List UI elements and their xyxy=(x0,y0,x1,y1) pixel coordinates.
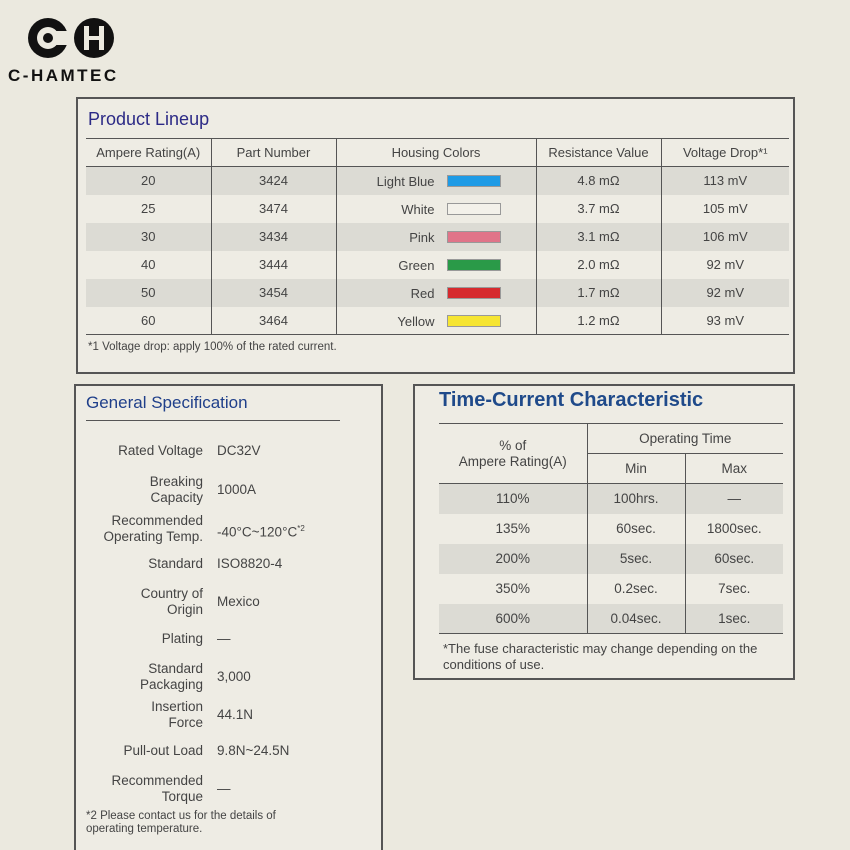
ampere-cell: 50 xyxy=(86,279,211,307)
color-name: Red xyxy=(410,285,435,301)
min-time-cell: 0.2sec. xyxy=(587,574,685,604)
characteristic-footnote: *The fuse characteristic may change depending on the conditions of use. xyxy=(443,641,758,672)
spec-value xyxy=(217,669,251,685)
spec-value-text: -40°C~120°C xyxy=(217,524,298,540)
spec-label-line: Operating Temp. xyxy=(103,529,203,544)
table-row xyxy=(86,223,789,251)
title-divider xyxy=(86,420,340,421)
voltage-drop-cell: 106 mV xyxy=(661,223,789,251)
min-time-cell: 100hrs. xyxy=(587,484,685,514)
part-number-cell: 3424 xyxy=(211,167,336,195)
col-max: Max xyxy=(685,454,783,484)
voltage-drop-cell: 113 mV xyxy=(661,167,789,195)
ampere-cell: 60 xyxy=(86,307,211,335)
spec-value xyxy=(217,556,282,572)
voltage-drop-cell: 92 mV xyxy=(661,251,789,279)
voltage-drop-cell: 92 mV xyxy=(661,279,789,307)
spec-label-line: Standard xyxy=(148,661,203,676)
housing-color-cell xyxy=(336,167,536,195)
housing-color-cell xyxy=(336,251,536,279)
resistance-cell: 3.7 mΩ xyxy=(536,195,661,223)
percent-cell: 110% xyxy=(439,484,587,514)
spec-label xyxy=(148,556,203,572)
color-name: Light Blue xyxy=(376,174,435,189)
spec-value-text: Mexico xyxy=(217,594,260,609)
col-part-number: Part Number xyxy=(211,139,336,167)
resistance-cell: 3.1 mΩ xyxy=(536,223,661,251)
spec-label-line: Insertion xyxy=(151,699,203,714)
table-row xyxy=(439,484,783,514)
part-number-cell: 3434 xyxy=(211,223,336,251)
col-percent-rating: % of Ampere Rating(A) xyxy=(439,424,587,484)
general-spec-panel xyxy=(74,384,383,850)
min-time-cell: 5sec. xyxy=(587,544,685,574)
ampere-cell: 30 xyxy=(86,223,211,251)
table-row xyxy=(439,514,783,544)
spec-value xyxy=(217,631,231,647)
table-row xyxy=(439,574,783,604)
housing-color-cell xyxy=(336,195,536,223)
resistance-cell: 1.2 mΩ xyxy=(536,307,661,335)
color-swatch xyxy=(447,287,501,299)
spec-label-line: Plating xyxy=(161,631,203,646)
table-row xyxy=(86,195,789,223)
temperature-footnote: *2 Please contact us for the details of operating temperature. xyxy=(86,810,276,835)
time-current-panel xyxy=(413,384,795,680)
col-operating-time: Operating Time xyxy=(587,424,783,454)
product-lineup-table xyxy=(86,138,789,335)
percent-cell: 600% xyxy=(439,604,587,634)
min-time-cell: 0.04sec. xyxy=(587,604,685,634)
spec-label xyxy=(150,474,203,506)
spec-label-line: Packaging xyxy=(139,677,203,692)
spec-label-line: Rated Voltage xyxy=(118,443,203,458)
col-ampere-rating: Ampere Rating(A) xyxy=(86,139,211,167)
color-name: White xyxy=(401,201,435,217)
time-current-table xyxy=(439,423,783,634)
spec-value xyxy=(217,707,253,723)
spec-label xyxy=(162,631,203,647)
part-number-cell: 3454 xyxy=(211,279,336,307)
voltage-drop-cell: 93 mV xyxy=(661,307,789,335)
spec-label-line: Origin xyxy=(166,602,203,617)
voltage-drop-cell: 105 mV xyxy=(661,195,789,223)
spec-label xyxy=(118,443,203,459)
part-number-cell: 3464 xyxy=(211,307,336,335)
part-number-cell: 3444 xyxy=(211,251,336,279)
housing-color-cell xyxy=(336,307,536,335)
product-lineup-panel xyxy=(76,97,795,374)
spec-value xyxy=(217,443,261,459)
col-voltage-drop: Voltage Drop*¹ xyxy=(661,139,789,167)
ampere-cell: 25 xyxy=(141,201,156,216)
spec-value-text: — xyxy=(217,781,231,796)
spec-label xyxy=(103,513,203,545)
col-resistance-value: Resistance Value xyxy=(536,139,661,167)
spec-value xyxy=(217,594,260,610)
color-name: Yellow xyxy=(397,313,435,329)
spec-label-line: Pull-out Load xyxy=(123,743,203,758)
percent-cell: 200% xyxy=(439,544,587,574)
brand-name: C-HAMTEC xyxy=(8,66,119,85)
spec-value-text: 9.8N~24.5N xyxy=(217,743,290,758)
max-time-cell: 1800sec. xyxy=(685,514,783,544)
housing-color-cell xyxy=(336,279,536,307)
spec-value xyxy=(217,781,231,797)
spec-label xyxy=(151,699,203,731)
table-row xyxy=(86,307,789,335)
spec-label-line: Torque xyxy=(161,789,203,804)
resistance-cell: 4.8 mΩ xyxy=(536,167,661,195)
spec-label-line: Breaking xyxy=(149,474,203,489)
spec-label-line: Country of xyxy=(140,586,203,601)
spec-label xyxy=(140,661,203,693)
spec-value-text: 1000A xyxy=(217,482,257,497)
spec-label-line: Force xyxy=(168,715,203,730)
percent-cell: 350% xyxy=(495,581,531,596)
color-name: Pink xyxy=(409,229,435,245)
color-swatch xyxy=(447,175,501,187)
color-name: Green xyxy=(398,257,435,273)
ampere-cell: 20 xyxy=(86,167,211,195)
brand-logo xyxy=(8,14,148,84)
table-row xyxy=(86,251,789,279)
resistance-cell: 2.0 mΩ xyxy=(536,251,661,279)
spec-label xyxy=(111,773,203,805)
spec-label-line: Recommended xyxy=(111,513,203,528)
spec-value xyxy=(217,482,256,498)
spec-label-line: Capacity xyxy=(150,490,203,505)
color-swatch xyxy=(447,259,501,271)
ch-logo-icon xyxy=(26,14,126,64)
color-swatch xyxy=(447,315,501,327)
general-spec-title: General Specification xyxy=(86,393,248,412)
spec-value-text: — xyxy=(217,631,231,646)
table-row xyxy=(439,544,783,574)
time-current-title: Time-Current Characteristic xyxy=(439,389,704,411)
color-swatch xyxy=(447,231,501,243)
col-housing-colors: Housing Colors xyxy=(336,139,536,167)
spec-label xyxy=(123,743,203,759)
spec-value-text: ISO8820-4 xyxy=(217,556,283,571)
ampere-cell: 40 xyxy=(141,257,156,272)
spec-label-line: Standard xyxy=(148,556,203,571)
product-lineup-title: Product Lineup xyxy=(88,109,210,129)
resistance-cell: 1.7 mΩ xyxy=(536,279,661,307)
spec-label-line: Recommended xyxy=(111,773,203,788)
max-time-cell: — xyxy=(685,484,783,514)
min-time-cell: 60sec. xyxy=(587,514,685,544)
table-row xyxy=(86,167,789,195)
spec-value xyxy=(217,743,289,759)
spec-value-text: 44.1N xyxy=(217,707,254,722)
housing-color-cell xyxy=(336,223,536,251)
col-min: Min xyxy=(587,454,685,484)
table-row xyxy=(86,279,789,307)
max-time-cell: 1sec. xyxy=(685,604,783,634)
color-swatch xyxy=(447,203,501,215)
spec-value xyxy=(217,521,305,541)
spec-label xyxy=(141,586,203,618)
table-row xyxy=(439,604,783,634)
max-time-cell: 60sec. xyxy=(685,544,783,574)
percent-cell: 135% xyxy=(495,521,531,536)
max-time-cell: 7sec. xyxy=(685,574,783,604)
voltage-drop-footnote: *1 Voltage drop: apply 100% of the rated current. xyxy=(88,341,337,353)
part-number-cell: 3474 xyxy=(211,195,336,223)
spec-value-text: DC32V xyxy=(217,443,261,458)
footnote-marker: *2 xyxy=(297,524,305,533)
spec-value-text: 3,000 xyxy=(217,669,251,684)
